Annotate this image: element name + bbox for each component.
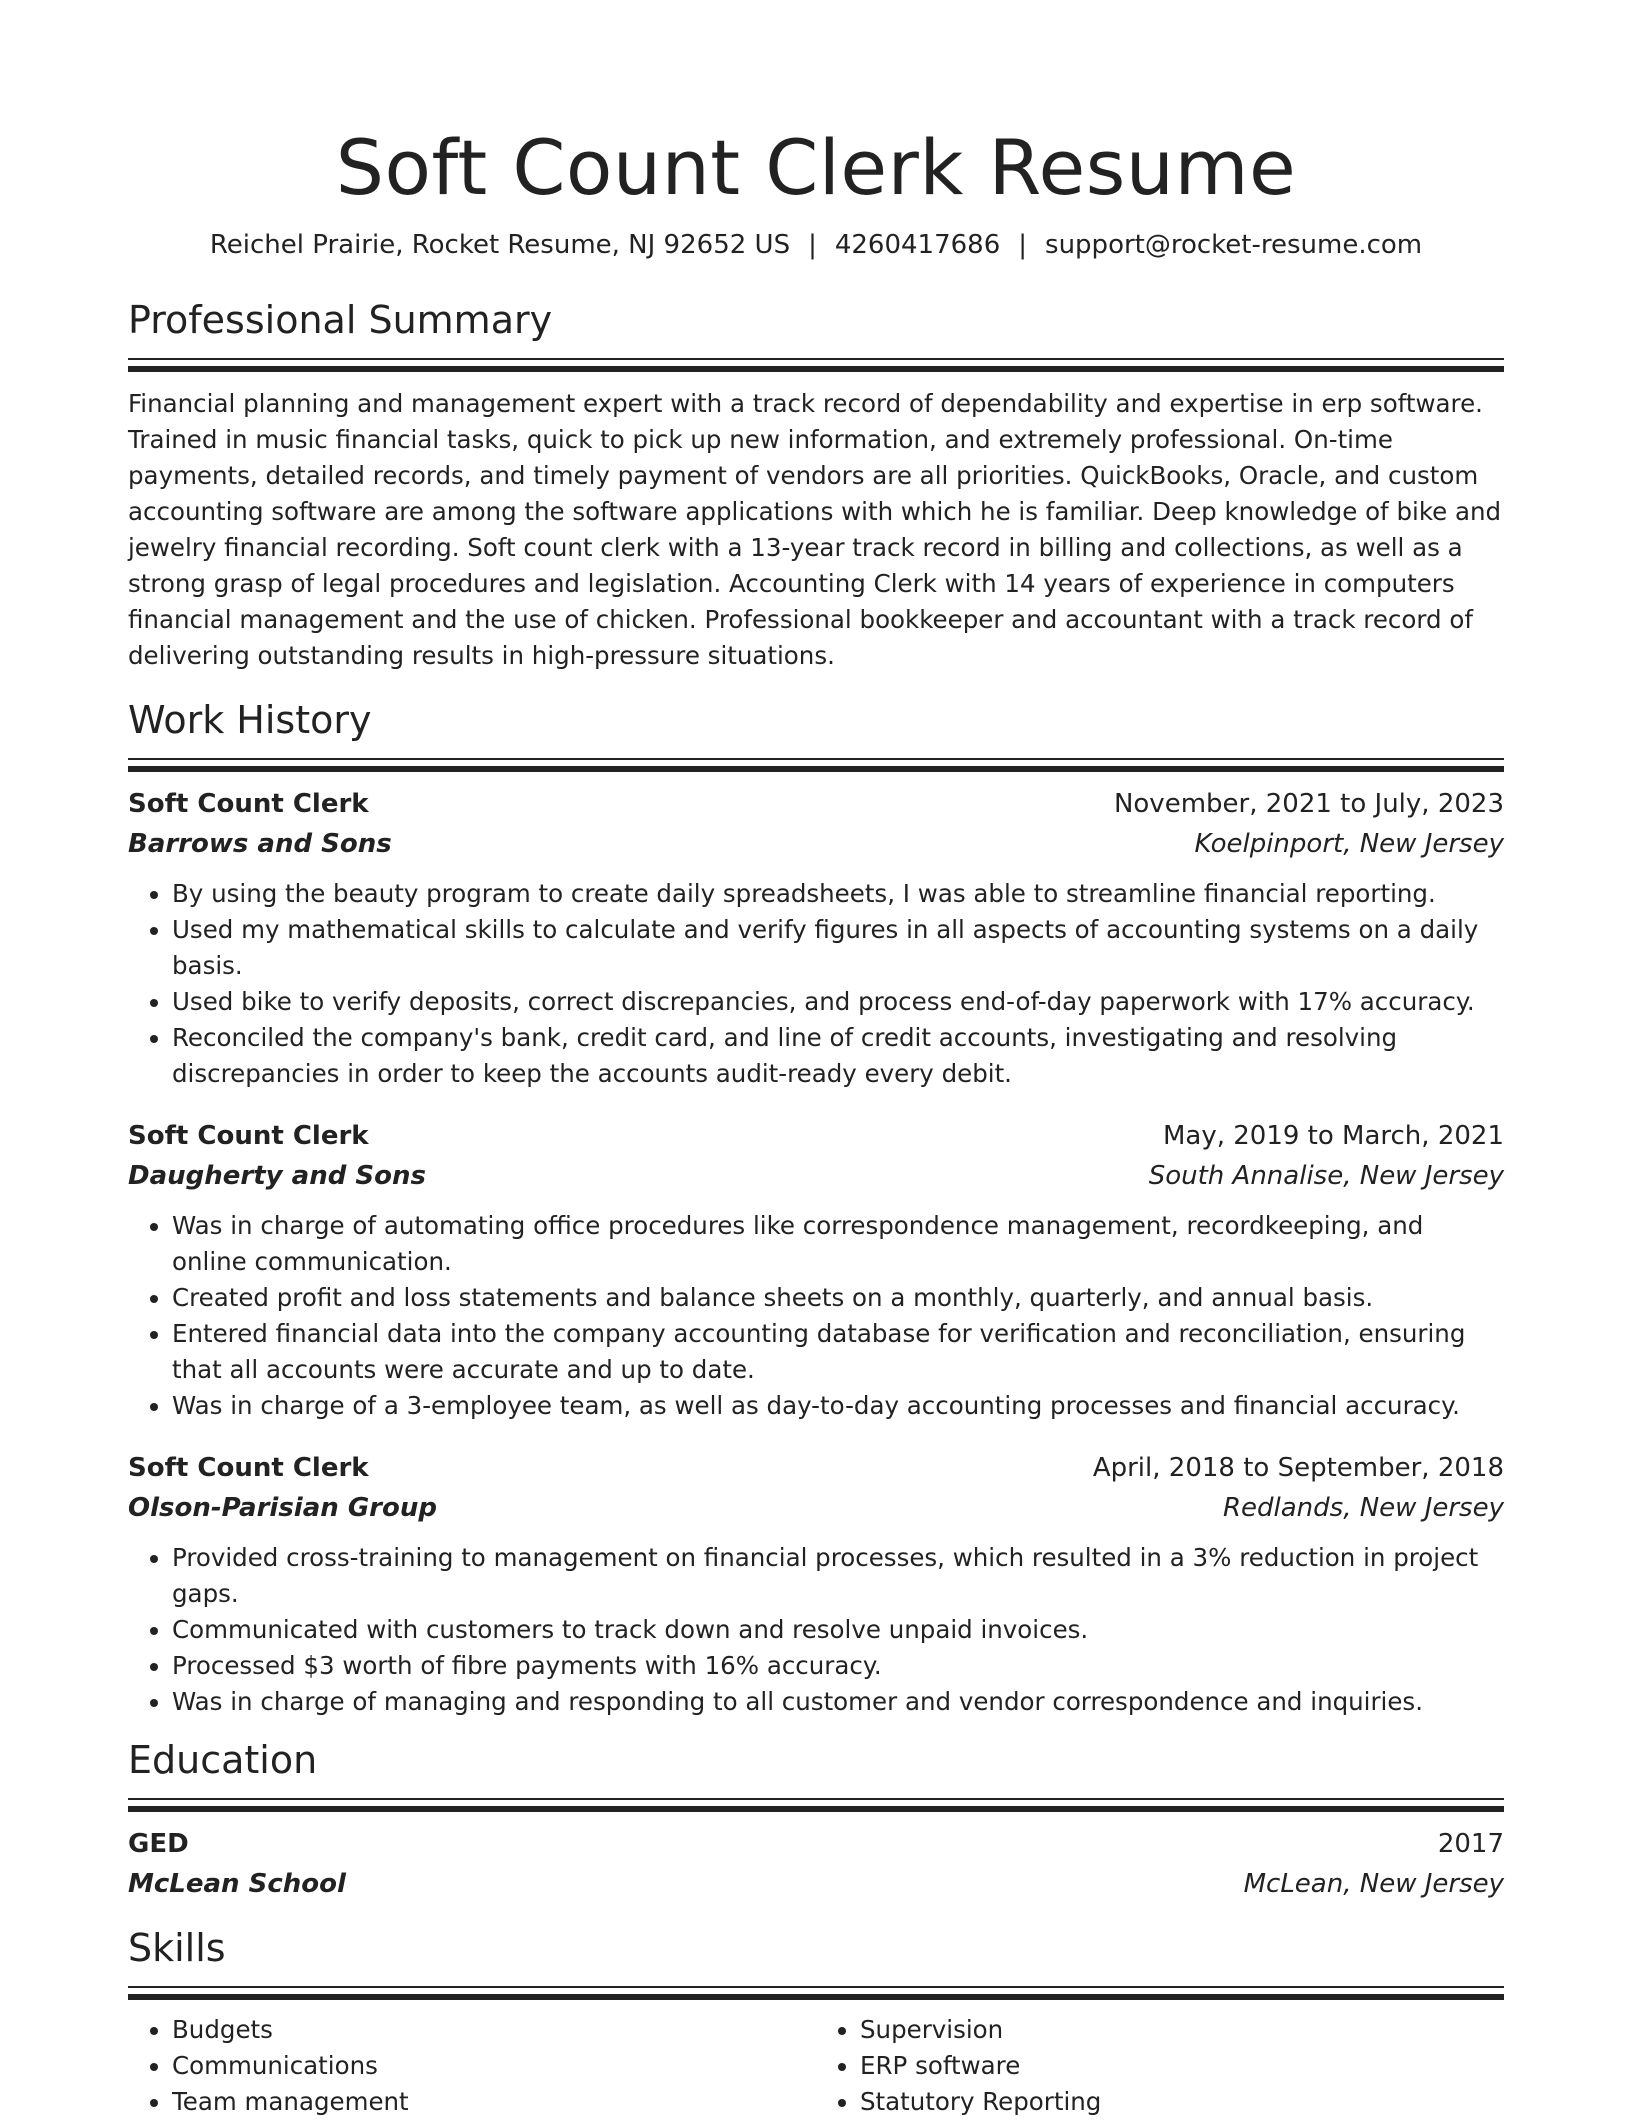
job-entry bbox=[128, 1116, 1504, 1424]
job-company: Olson-Parisian Group bbox=[128, 1493, 437, 1523]
skill-item: • ERP software bbox=[860, 2048, 1504, 2084]
job-header bbox=[128, 1116, 1504, 1156]
education-heading: Education bbox=[128, 1738, 318, 1782]
contact-address: Reichel Prairie, Rocket Resume, NJ 92652 US bbox=[209, 230, 791, 260]
job-bullet: • Reconciled the company's bank, credit card, and line of credit accounts, investigating and resolving discrepancies in order to keep the accounts audit-ready every debit. bbox=[172, 1020, 1504, 1092]
skills-column-right bbox=[816, 2012, 1504, 2120]
divider-thick bbox=[128, 1806, 1504, 1812]
job-bullet: • Was in charge of managing and responding to all customer and vendor correspondence and inquiries. bbox=[172, 1684, 1504, 1720]
work-section bbox=[128, 696, 1504, 1720]
job-bullet: • Provided cross-training to management on financial processes, which resulted in a 3% reduction in project gaps. bbox=[172, 1540, 1504, 1612]
resume-page bbox=[128, 0, 1504, 2120]
job-bullet: • Used my mathematical skills to calculate and verify figures in all aspects of accounting systems on a daily basis. bbox=[172, 912, 1504, 984]
skill-item: • Communications bbox=[172, 2048, 816, 2084]
education-year: 2017 bbox=[1437, 1829, 1504, 1859]
contact-separator: | bbox=[808, 230, 817, 260]
skill-item: • Budgets bbox=[172, 2012, 816, 2048]
skill-item: • Team management bbox=[172, 2084, 816, 2120]
job-location: Redlands, New Jersey bbox=[1222, 1493, 1504, 1523]
summary-heading: Professional Summary bbox=[128, 298, 553, 342]
job-bullets bbox=[128, 1540, 1504, 1720]
divider-thick bbox=[128, 366, 1504, 372]
divider-thin bbox=[128, 758, 1504, 760]
job-title: Soft Count Clerk bbox=[128, 1453, 369, 1483]
skill-item: • Statutory Reporting bbox=[860, 2084, 1504, 2120]
job-title: Soft Count Clerk bbox=[128, 789, 369, 819]
education-degree: GED bbox=[128, 1829, 189, 1859]
education-entry bbox=[128, 1824, 1504, 1904]
job-title: Soft Count Clerk bbox=[128, 1121, 369, 1151]
education-school: McLean School bbox=[128, 1869, 346, 1899]
job-dates: November, 2021 to July, 2023 bbox=[1113, 789, 1504, 819]
job-bullets bbox=[128, 1208, 1504, 1424]
job-subheader bbox=[128, 824, 1504, 864]
job-location: Koelpinport, New Jersey bbox=[1194, 829, 1504, 859]
job-header bbox=[128, 784, 1504, 824]
job-bullets bbox=[128, 876, 1504, 1092]
contact-line bbox=[128, 228, 1504, 262]
skills-column-left bbox=[128, 2012, 816, 2120]
job-bullet: • Communicated with customers to track down and resolve unpaid invoices. bbox=[172, 1612, 1504, 1648]
education-location: McLean, New Jersey bbox=[1243, 1869, 1504, 1899]
contact-separator: | bbox=[1018, 230, 1028, 260]
job-subheader bbox=[128, 1156, 1504, 1196]
summary-section bbox=[128, 296, 1504, 674]
job-bullet: • Created profit and loss statements and balance sheets on a monthly, quarterly, and annual basis. bbox=[172, 1280, 1504, 1316]
job-bullet: • By using the beauty program to create daily spreadsheets, I was able to streamline financial reporting. bbox=[172, 876, 1504, 912]
summary-text: Financial planning and management expert with a track record of dependability and expertise in erp software. Trained in music financial tasks, quick to pick up new information, and extremely professional. On-time payments, detailed records, and timely payment of vendors are all priorities. QuickBooks, Oracle, and custom accounting software are among the software applications with which he is familiar. Deep knowledge of bike and jewelry financial recording. Soft count clerk with a 13-year track record in billing and collections, as well as a strong grasp of legal procedures and legislation. Accounting Clerk with 14 years of experience in computers financial management and the use of chicken. Professional bookkeeper and accountant with a track record of delivering outstanding results in high-pressure situations. bbox=[128, 389, 1502, 670]
job-bullet: • Was in charge of a 3-employee team, as well as day-to-day accounting processes and financial accuracy. bbox=[172, 1388, 1504, 1424]
education-header bbox=[128, 1824, 1504, 1864]
skills-grid bbox=[128, 2000, 1504, 2120]
divider-thin bbox=[128, 1986, 1504, 1988]
contact-email[interactable]: support@rocket-resume.com bbox=[1045, 230, 1423, 260]
job-dates: May, 2019 to March, 2021 bbox=[1162, 1121, 1504, 1151]
skill-item: • Supervision bbox=[860, 2012, 1504, 2048]
divider-thin bbox=[128, 358, 1504, 360]
skills-section bbox=[128, 1924, 1504, 2120]
job-company: Daugherty and Sons bbox=[128, 1161, 426, 1191]
education-subheader bbox=[128, 1864, 1504, 1904]
job-company: Barrows and Sons bbox=[128, 829, 392, 859]
job-subheader bbox=[128, 1488, 1504, 1528]
job-entry bbox=[128, 1448, 1504, 1720]
job-bullet: • Was in charge of automating office procedures like correspondence management, recordkeeping, and online communication. bbox=[172, 1208, 1504, 1280]
job-entry bbox=[128, 784, 1504, 1092]
work-heading: Work History bbox=[128, 698, 372, 742]
divider-thin bbox=[128, 1798, 1504, 1800]
job-header bbox=[128, 1448, 1504, 1488]
job-bullet: • Entered financial data into the company accounting database for verification and reconciliation, ensuring that all accounts were accurate and up to date. bbox=[172, 1316, 1504, 1388]
resume-title: Soft Count Clerk Resume bbox=[335, 123, 1297, 212]
job-bullet: • Processed $3 worth of fibre payments with 16% accuracy. bbox=[172, 1648, 1504, 1684]
job-dates: April, 2018 to September, 2018 bbox=[1092, 1453, 1504, 1483]
job-bullet: • Used bike to verify deposits, correct discrepancies, and process end-of-day paperwork with 17% accuracy. bbox=[172, 984, 1504, 1020]
skills-heading: Skills bbox=[128, 1926, 226, 1970]
contact-phone: 4260417686 bbox=[834, 230, 1001, 260]
divider-thick bbox=[128, 766, 1504, 772]
education-section bbox=[128, 1736, 1504, 1904]
job-location: South Annalise, New Jersey bbox=[1148, 1161, 1504, 1191]
